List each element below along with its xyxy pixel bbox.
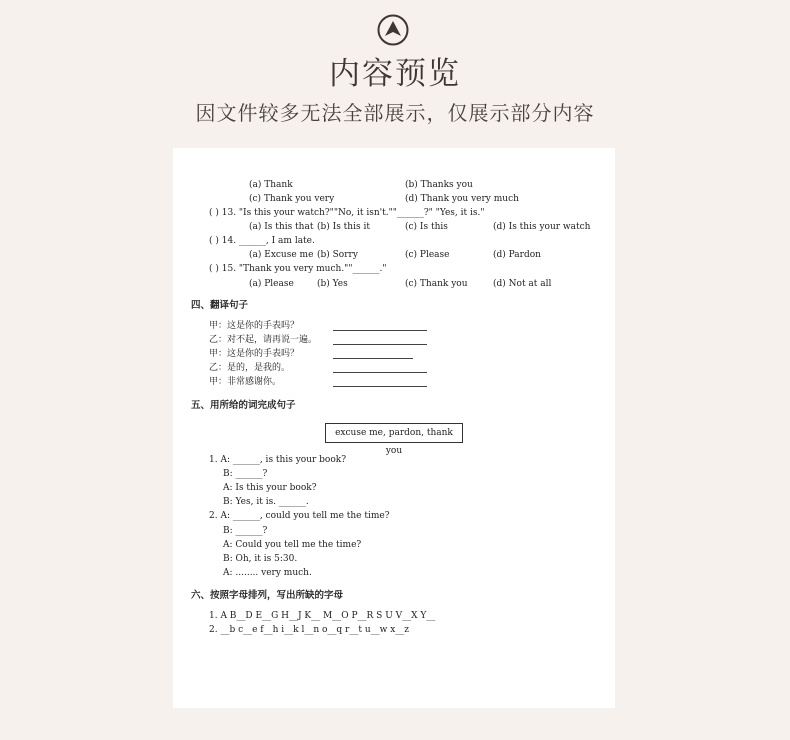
document-line: ( ) 15. "Thank you very much.""______." <box>209 264 387 274</box>
document-line: (a) Please <box>249 279 294 289</box>
document-line: (b) Sorry <box>317 250 358 260</box>
document-line: A: ........ very much. <box>223 568 312 578</box>
document-line: 1. A: ______, is this your book? <box>209 455 347 465</box>
word-box: excuse me, pardon, thank you <box>325 423 463 443</box>
document-line: A: Could you tell me the time? <box>223 540 362 550</box>
section-heading: 四、翻译句子 <box>191 300 249 311</box>
document-line: (a) Is this that <box>249 222 314 232</box>
document-line: 2. __b c__e f__h i__k l__n o__q r__t u__w x__z <box>209 625 410 635</box>
document-line: (d) Is this your watch <box>493 222 591 232</box>
document-line: (c) Is this <box>405 222 448 232</box>
answer-line <box>333 344 427 345</box>
document-page <box>173 148 615 708</box>
preview-header <box>0 0 790 140</box>
document-line: B: ______? <box>223 469 268 479</box>
document-line: (b) Thanks you <box>405 180 473 190</box>
document-line: 1. A B__D E__G H__J K__ M__O P__R S U V__X Y__ <box>209 611 436 621</box>
document-line: (b) Yes <box>317 279 348 289</box>
document-line: B: Yes, it is. ______. <box>223 497 309 507</box>
document-line: (d) Thank you very much <box>405 194 519 204</box>
answer-line <box>333 372 427 373</box>
document-line: ( ) 14. ______, I am late. <box>209 236 315 246</box>
document-line: (c) Thank you <box>405 279 468 289</box>
document-line: B: ______? <box>223 526 268 536</box>
answer-line <box>333 358 413 359</box>
document-line: A: Is this your book? <box>223 483 317 493</box>
document-line: (d) Not at all <box>493 279 552 289</box>
section-heading: 五、用所给的词完成句子 <box>191 400 296 411</box>
document-line: B: Oh, it is 5:30. <box>223 554 298 564</box>
page-title: 内容预览 <box>329 56 461 92</box>
up-arrow-circle-icon[interactable] <box>377 14 409 46</box>
document-line: 乙：是的，是我的。 <box>209 363 291 373</box>
page-subtitle: 因文件较多无法全部展示，仅展示部分内容 <box>195 101 595 125</box>
document-line: ( ) 13. "Is this your watch?""No, it isn't.""______?" "Yes, it is." <box>209 208 485 218</box>
document-line: 乙：对不起，请再说一遍。 <box>209 335 318 345</box>
document-line: (a) Thank <box>249 180 293 190</box>
section-heading: 六、按照字母排列，写出所缺的字母 <box>191 590 344 601</box>
document-line: (b) Is this it <box>317 222 370 232</box>
document-line: 甲：非常感谢你。 <box>209 377 282 387</box>
document-line: 甲：这是你的手表吗？ <box>209 321 300 331</box>
document-line: (d) Pardon <box>493 250 541 260</box>
document-line: 2. A: ______, could you tell me the time? <box>209 511 390 521</box>
document-line: 甲：这是你的手表吗？ <box>209 349 300 359</box>
answer-line <box>333 330 427 331</box>
document-line: (c) Please <box>405 250 450 260</box>
document-line: (c) Thank you very <box>249 194 335 204</box>
answer-line <box>333 386 427 387</box>
document-line: (a) Excuse me <box>249 250 314 260</box>
